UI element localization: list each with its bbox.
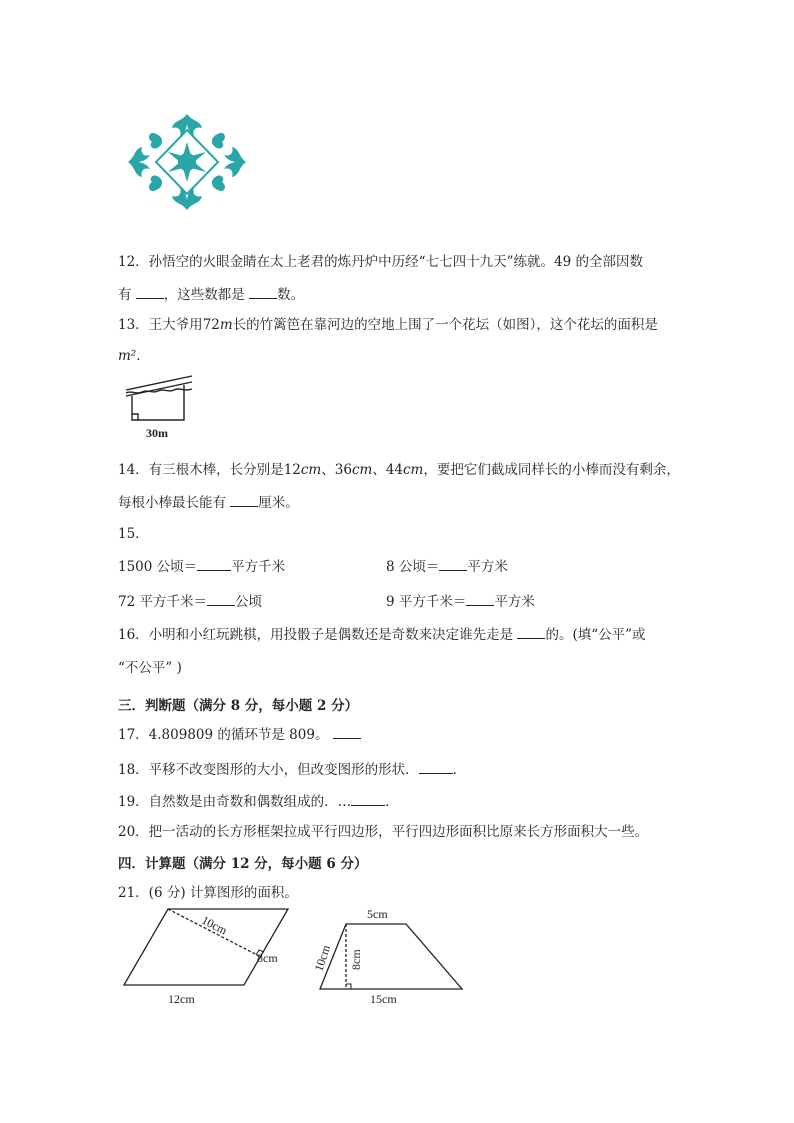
q14-separator: 、 <box>372 462 386 478</box>
q14-value-2: 36 <box>334 462 352 478</box>
answer-blank[interactable] <box>517 625 545 639</box>
q14-unit-2: cm <box>351 462 373 478</box>
question-14-line1 <box>118 458 680 478</box>
conversion-left: 72 平方千米＝ <box>118 594 207 610</box>
q17-text: 17．4.809809 的循环节是 809。 <box>118 727 333 743</box>
parallelogram-figure <box>118 904 296 1008</box>
q14-unit-3: cm <box>403 462 424 478</box>
answer-blank[interactable] <box>136 285 164 299</box>
q12-text-a: 有 <box>118 287 136 303</box>
question-21: 21．(6 分) 计算图形的面积。 <box>118 885 298 901</box>
answer-blank[interactable] <box>419 760 453 774</box>
answer-blank[interactable] <box>230 493 258 507</box>
question-20: 20．把一活动的长方形框架拉成平行四边形，平行四边形面积比原来长方形面积大一些。 <box>118 824 649 840</box>
q16-text-b: 的。(填“公平”或 <box>545 627 646 643</box>
conversion-left: 8 公顷＝ <box>386 559 440 575</box>
question-19 <box>118 790 399 810</box>
q12-text-c: 数。 <box>277 287 305 303</box>
answer-blank[interactable] <box>333 725 361 739</box>
flower-bed-figure <box>124 374 196 440</box>
height-label: 8cm <box>349 949 363 970</box>
answer-blank[interactable] <box>439 557 467 571</box>
conversion-right: 平方米 <box>467 559 508 575</box>
q14-unit-1: cm <box>300 462 322 478</box>
answer-blank[interactable] <box>207 592 235 606</box>
conversion-right: 平方千米 <box>231 559 286 575</box>
q18-end: ． <box>452 762 467 778</box>
q12-text-b: ，这些数都是 <box>163 287 250 303</box>
answer-blank[interactable] <box>197 557 231 571</box>
conversion-item <box>386 555 508 575</box>
conversion-left: 1500 公顷＝ <box>118 559 198 575</box>
height-label: 8cm <box>257 951 278 965</box>
question-17 <box>118 723 361 743</box>
answer-blank[interactable] <box>249 285 277 299</box>
question-12-line1: 12．孙悟空的火眼金睛在太上老君的炼丹炉中历经“七七四十九天”练就。49 的全部因数 <box>118 254 643 270</box>
q14-text-b: ，要把它们截成同样长的小棒而没有剩余， <box>423 462 680 478</box>
question-15-number: 15． <box>118 526 149 542</box>
question-12-line2 <box>118 283 304 303</box>
q14-value-3: 44 <box>385 462 403 478</box>
diagonal-label: 10cm <box>199 913 230 938</box>
q13-text-b: 长的竹篱笆在靠河边的空地上围了一个花坛（如图），这个花坛的面积是 <box>232 317 658 333</box>
q14-value-1: 12 <box>283 462 301 478</box>
base-label: 12cm <box>168 992 195 1006</box>
conversion-item <box>118 590 262 610</box>
q14-separator: 、 <box>321 462 335 478</box>
question-14-line2 <box>118 491 299 511</box>
flower-bed-length-label: 30m <box>146 426 168 440</box>
decorative-ornament-image <box>126 112 248 212</box>
conversion-left: 9 平方千米＝ <box>386 594 467 610</box>
question-13-line1 <box>118 313 658 333</box>
slant-side-label: 10cm <box>311 943 334 973</box>
q13-text-a: 13．王大爷用 <box>118 317 203 333</box>
answer-blank[interactable] <box>351 792 385 806</box>
bottom-base-label: 15cm <box>370 992 397 1006</box>
q19-end: ． <box>385 794 399 810</box>
question-16-line1 <box>118 623 646 643</box>
q16-text-a: 16．小明和小红玩跳棋，用投骰子是偶数还是奇数来决定谁先走是 <box>118 627 518 643</box>
q19-text: 19．自然数是由奇数和偶数组成的．… <box>118 794 352 810</box>
answer-blank[interactable] <box>466 592 494 606</box>
q14-text-a: 14．有三根木棒，长分别是 <box>118 462 284 478</box>
q13-unit-sq: m² <box>118 348 137 364</box>
q14-text-c: 每根小棒最长能有 <box>118 495 231 511</box>
q13-end: ． <box>136 348 150 364</box>
q18-text: 18．平移不改变图形的大小，但改变图形的形状． <box>118 762 419 778</box>
conversion-right: 平方米 <box>494 594 535 610</box>
top-base-label: 5cm <box>367 907 388 921</box>
question-16-line2: “不公平” ) <box>118 660 182 676</box>
conversion-right: 公顷 <box>234 594 262 610</box>
conversion-item <box>118 555 285 575</box>
section-4-heading: 四．计算题（满分 12 分，每小题 6 分） <box>118 856 368 872</box>
q13-number: 72 <box>202 317 220 333</box>
q13-unit: m <box>219 317 233 333</box>
question-13-line2 <box>118 344 150 364</box>
section-3-heading: 三．判断题（满分 8 分，每小题 2 分） <box>118 698 359 714</box>
q14-text-d: 厘米。 <box>258 495 299 511</box>
question-18 <box>118 758 466 778</box>
conversion-item <box>386 590 535 610</box>
trapezoid-figure <box>300 904 468 1008</box>
